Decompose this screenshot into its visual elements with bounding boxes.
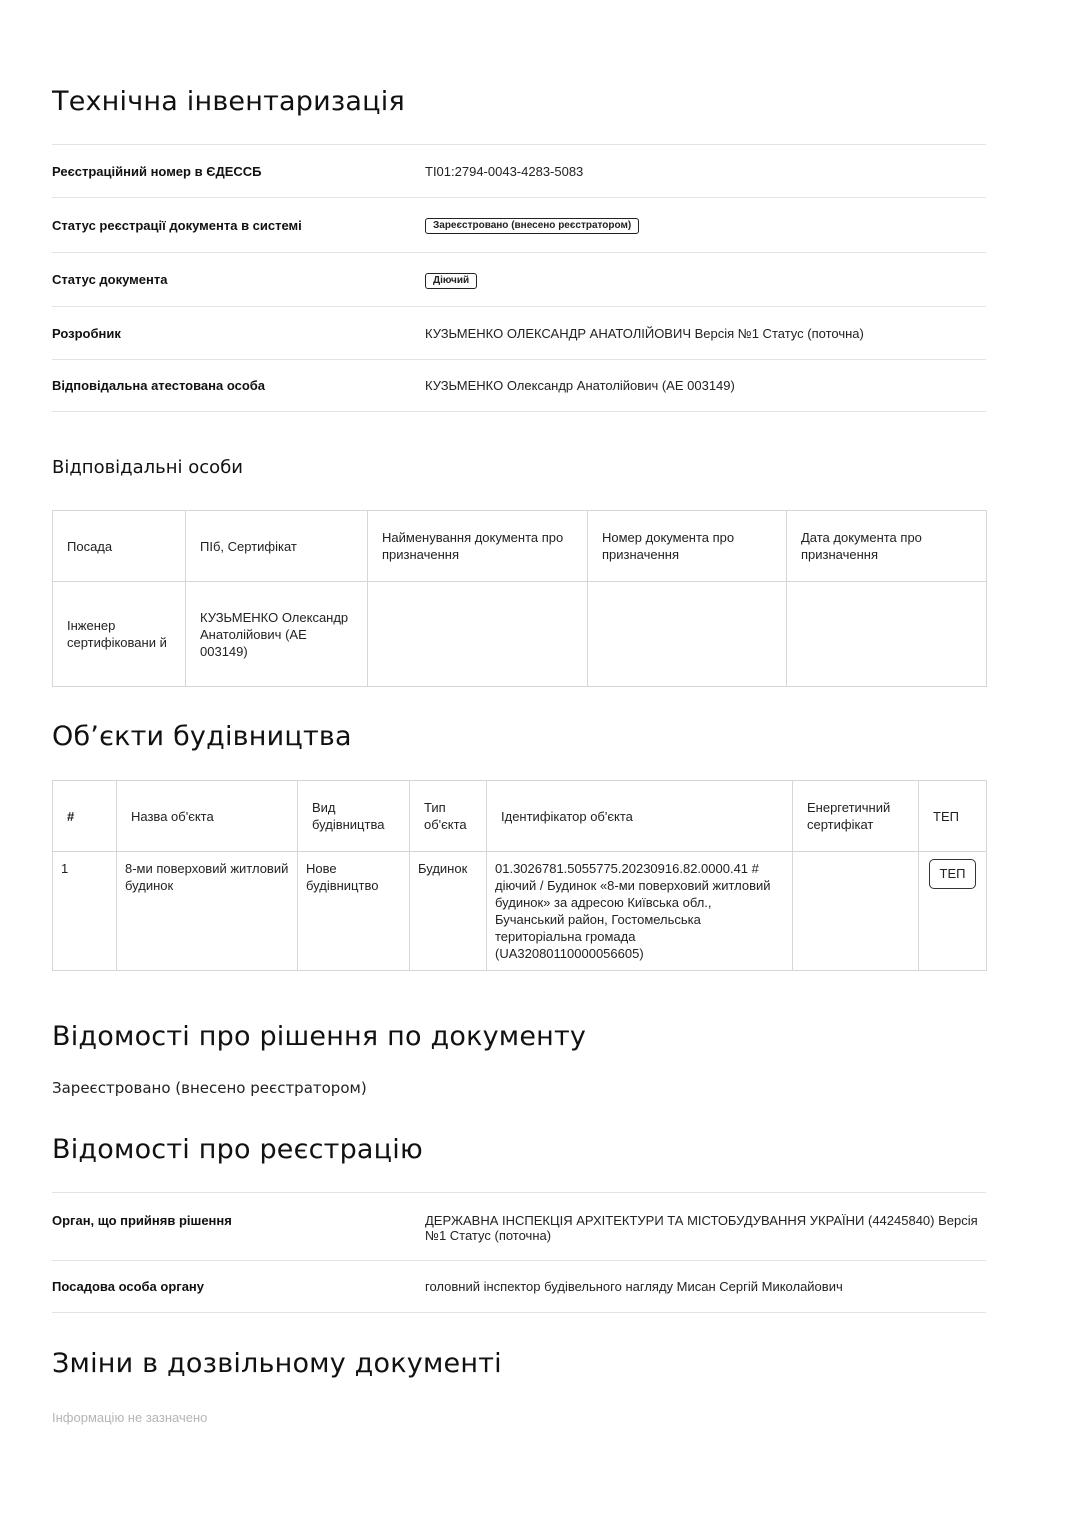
column-header: Посада: [53, 511, 186, 582]
table-header-row: [53, 781, 987, 852]
status-badge: Діючий: [425, 273, 477, 289]
column-header: Номер документа про призначення: [588, 511, 787, 582]
column-header: Ідентифікатор об'єкта: [487, 781, 793, 852]
object-name: 8-ми поверховий житловий будинок: [117, 852, 298, 971]
responsible-table: [52, 510, 987, 687]
info-label: Статус документа: [52, 272, 168, 287]
column-header: Тип об'єкта: [410, 781, 487, 852]
page-title: Технічна інвентаризація: [52, 86, 405, 117]
table-cell: [368, 582, 588, 687]
column-header: Найменування документа про призначення: [368, 511, 588, 582]
table-cell: Інженер сертифіковани й: [53, 582, 186, 687]
info-label: Посадова особа органу: [52, 1279, 205, 1294]
info-row-reg-number: [52, 144, 986, 197]
info-label: Орган, що прийняв рішення: [52, 1213, 232, 1228]
registration-heading: Відомості про реєстрацію: [52, 1134, 423, 1165]
info-label: Розробник: [52, 325, 121, 341]
object-type: Будинок: [410, 852, 487, 971]
tep-cell: [919, 852, 987, 971]
registration-list: [52, 1192, 986, 1313]
info-value: головний інспектор будівельного нагляду Мисан Сергій Миколайович: [425, 1279, 843, 1294]
info-row-doc-status: [52, 252, 986, 306]
objects-table: [52, 780, 987, 971]
responsible-heading: Відповідальні особи: [52, 457, 243, 478]
info-value: ДЕРЖАВНА ІНСПЕКЦІЯ АРХІТЕКТУРИ ТА МІСТОБУДУВАННЯ УКРАЇНИ (44245840) Версія №1 Статус (поточна): [425, 1213, 978, 1243]
info-value: [425, 216, 986, 234]
table-cell: [787, 582, 987, 687]
info-value: КУЗЬМЕНКО ОЛЕКСАНДР АНАТОЛІЙОВИЧ Версія №1 Статус (поточна): [425, 325, 864, 341]
empty-info-text: Інформацію не зазначено: [52, 1410, 208, 1425]
table-cell: КУЗЬМЕНКО Олександр Анатолійович (АЕ 003149): [186, 582, 368, 687]
table-row: [53, 852, 987, 971]
info-value: КУЗЬМЕНКО Олександр Анатолійович (АЕ 003149): [425, 378, 735, 393]
decision-heading: Відомості про рішення по документу: [52, 1021, 587, 1052]
table-cell: [588, 582, 787, 687]
decision-text: Зареєстровано (внесено реєстратором): [52, 1079, 367, 1097]
changes-heading: Зміни в дозвільному документі: [52, 1348, 502, 1379]
objects-heading: Об’єкти будівництва: [52, 721, 352, 752]
info-label: Реєстраційний номер в ЄДЕССБ: [52, 163, 262, 179]
registration-row-official: [52, 1260, 986, 1313]
info-row-reg-status: [52, 197, 986, 252]
info-row-responsible-person: [52, 359, 986, 412]
column-header: Енергетичний сертифікат: [793, 781, 919, 852]
tep-button[interactable]: ТЕП: [929, 859, 977, 889]
construction-kind: Нове будівництво: [298, 852, 410, 971]
object-number: 1: [53, 852, 117, 971]
main-info-list: [52, 144, 986, 412]
column-header: Вид будівництва: [298, 781, 410, 852]
column-header: ПІб, Сертифікат: [186, 511, 368, 582]
info-row-developer: [52, 306, 986, 359]
object-identifier: 01.3026781.5055775.20230916.82.0000.41 # діючий / Будинок «8-ми поверховий житловий будинок» за адресою Київська обл., Бучанський район, Гостомельська територіальна громада (UA32080110000056605): [487, 852, 793, 971]
energy-certificate: [793, 852, 919, 971]
table-row: [53, 582, 987, 687]
column-header: #: [53, 781, 117, 852]
table-header-row: [53, 511, 987, 582]
info-value: ТІ01:2794-0043-4283-5083: [425, 163, 584, 179]
info-label: Статус реєстрації документа в системі: [52, 217, 302, 233]
info-label: Відповідальна атестована особа: [52, 378, 266, 393]
status-badge: Зареєстровано (внесено реєстратором): [425, 218, 639, 234]
column-header: ТЕП: [919, 781, 987, 852]
column-header: Назва об'єкта: [117, 781, 298, 852]
column-header: Дата документа про призначення: [787, 511, 987, 582]
registration-row-authority: [52, 1192, 986, 1260]
info-value: [425, 271, 986, 289]
